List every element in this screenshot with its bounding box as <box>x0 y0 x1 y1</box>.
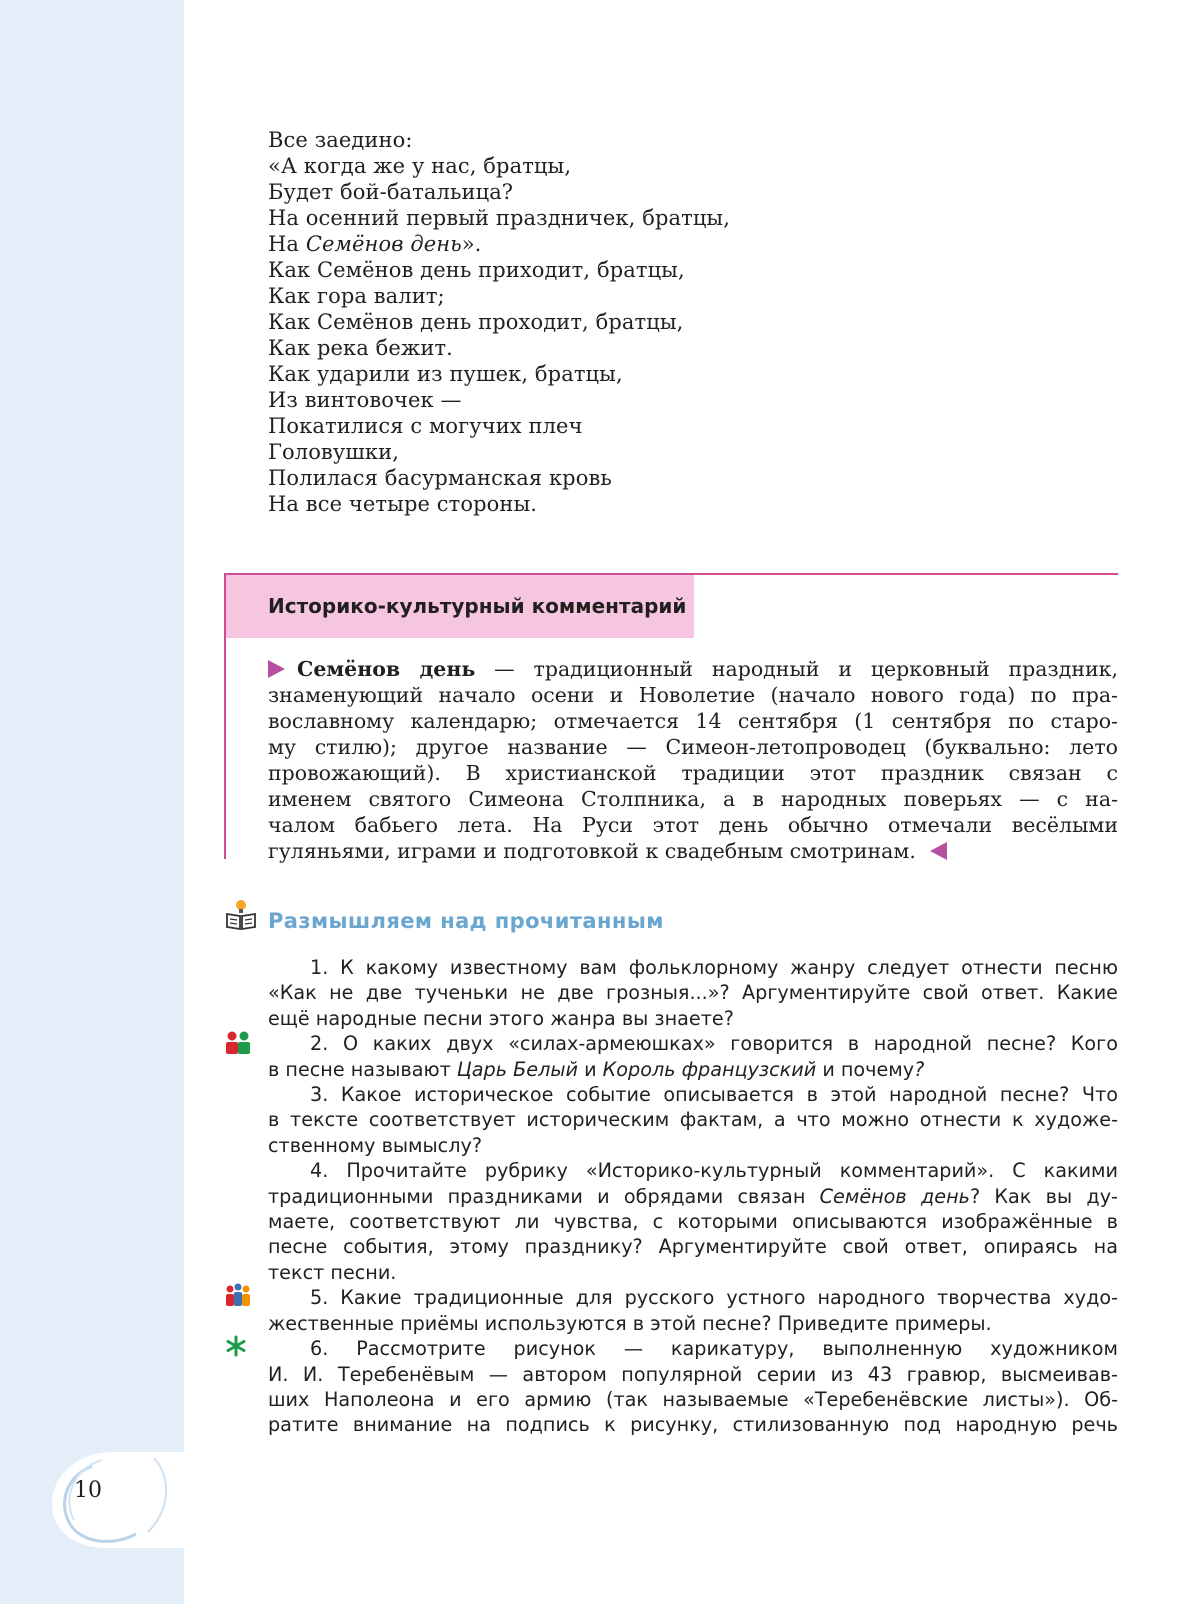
poem-line: Все заедино: <box>268 128 413 152</box>
triangle-left-icon <box>930 842 947 860</box>
margin-band <box>0 0 184 1604</box>
question-3-line: 3. Какое историческое событие описывается в этой народной песне? Что <box>310 1083 1118 1107</box>
q2-text: и почему <box>816 1057 915 1081</box>
poem-line: «А когда же у нас, братцы, <box>268 154 572 178</box>
poem-text: На <box>268 232 306 256</box>
question-6-line: ратите внимание на подпись к рисунку, стилизованную под народную речь <box>268 1413 1118 1437</box>
commentary-line: провожающий). В христианской традиции этот праздник связан с <box>268 761 1118 785</box>
poem-line: Головушки, <box>268 440 400 464</box>
commentary-line: му стилю); другое название — Симеон-летопроводец (буквально: лето <box>268 735 1118 759</box>
poem-line: Как ударили из пушек, братцы, <box>268 362 623 386</box>
question-4-line: маете, соответствуют ли чувства, с которыми описываются изображённые в <box>268 1210 1118 1234</box>
commentary-body <box>268 656 1118 864</box>
commentary-text: гуляньями, играми и подготовкой к свадебным смотринам. <box>268 839 916 863</box>
q4-text: ? Как вы ду- <box>969 1184 1118 1208</box>
poem-line: Полилася басурманская кровь <box>268 466 612 490</box>
poem-line: Будет бой-батальица? <box>268 180 514 204</box>
question-1-line: «Как не две тученьки не две грозныя...»? Аргументируйте свой ответ. Какие <box>268 981 1118 1005</box>
poem-line: Как гора валит; <box>268 284 445 308</box>
poem-line: На осенний первый праздничек, братцы, <box>268 206 731 230</box>
q4-text: традиционными праздниками и обрядами связан <box>268 1184 820 1208</box>
q2-question-mark: ? <box>914 1057 925 1081</box>
poem-text: ». <box>461 232 482 256</box>
q2-term-tsar: Царь Белый <box>456 1057 578 1081</box>
commentary-term: Семёнов день <box>297 657 476 681</box>
question-1-line: ещё народные песни этого жанра вы знаете? <box>268 1006 734 1030</box>
poem-line <box>268 231 1088 257</box>
book-bulb-icon <box>224 898 258 932</box>
poem <box>268 127 1088 517</box>
question-3-line: ственному вымыслу? <box>268 1133 483 1157</box>
page-number: 10 <box>74 1478 102 1503</box>
commentary-line <box>268 838 1118 864</box>
question-2-line <box>268 1057 1118 1082</box>
question-5-line: 5. Какие традиционные для русского устного народного творчества худо- <box>310 1286 1118 1310</box>
group-work-icon <box>224 1282 252 1308</box>
poem-line: Как Семёнов день приходит, братцы, <box>268 258 685 282</box>
q2-text: в песне называют <box>268 1057 457 1081</box>
question-4-line: текст песни. <box>268 1260 397 1284</box>
question-5-line: жественные приёмы используются в этой песне? Приведите примеры. <box>268 1311 992 1335</box>
q2-term-king: Король французский <box>602 1057 817 1081</box>
poem-line: Покатилися с могучих плеч <box>268 414 583 438</box>
q4-term: Семёнов день <box>819 1184 970 1208</box>
question-6-line: ших Наполеона и его армию (так называемые «Теребенёвские листы»). Об- <box>268 1387 1118 1411</box>
poem-italic-term: Семёнов день <box>305 232 462 256</box>
pair-work-icon <box>224 1030 252 1056</box>
question-3-line: в тексте соответствует историческим фактам, а что можно отнести к художе- <box>268 1108 1118 1132</box>
poem-line: Как Семёнов день проходит, братцы, <box>268 310 684 334</box>
poem-line: Как река бежит. <box>268 336 453 360</box>
commentary-line <box>268 656 1118 682</box>
question-4-line <box>268 1184 1118 1209</box>
question-6-line: 6. Рассмотрите рисунок — карикатуру, выполненную художником <box>310 1337 1118 1361</box>
questions-list <box>268 955 1118 1438</box>
triangle-right-icon <box>268 660 285 678</box>
question-6-line: И. И. Теребенёвым — автором популярной серии из 43 гравюр, высмеивав- <box>268 1362 1118 1386</box>
commentary-line: вославному календарю; отмечается 14 сентября (1 сентября по старо- <box>268 709 1118 733</box>
commentary-title: Историко-культурный комментарий <box>268 594 687 618</box>
section-title: Размышляем над прочитанным <box>268 909 664 933</box>
creative-task-icon <box>224 1334 248 1358</box>
question-2-line: 2. О каких двух «силах-армеюшках» говорится в народной песне? Кого <box>310 1032 1118 1056</box>
question-1-line: 1. К какому известному вам фольклорному жанру следует отнести песню <box>310 956 1118 979</box>
poem-line: На все четыре стороны. <box>268 492 538 516</box>
poem-line: Из винтовочек — <box>268 388 462 412</box>
commentary-line: знаменующий начало осени и Новолетие (начало нового года) по пра- <box>268 683 1118 707</box>
question-4-line: песне события, этому празднику? Аргументируйте свой ответ, опираясь на <box>268 1235 1118 1259</box>
q2-text: и <box>578 1057 603 1081</box>
commentary-line: чалом бабьего лета. На Руси этот день обычно отмечали весёлыми <box>268 813 1118 837</box>
question-4-line: 4. Прочитайте рубрику «Историко-культурный комментарий». С какими <box>310 1159 1118 1183</box>
commentary-line: именем святого Симеона Столпника, а в народных поверьях — с на- <box>268 787 1118 811</box>
commentary-text: — традиционный народный и церковный праздник, <box>475 657 1118 681</box>
